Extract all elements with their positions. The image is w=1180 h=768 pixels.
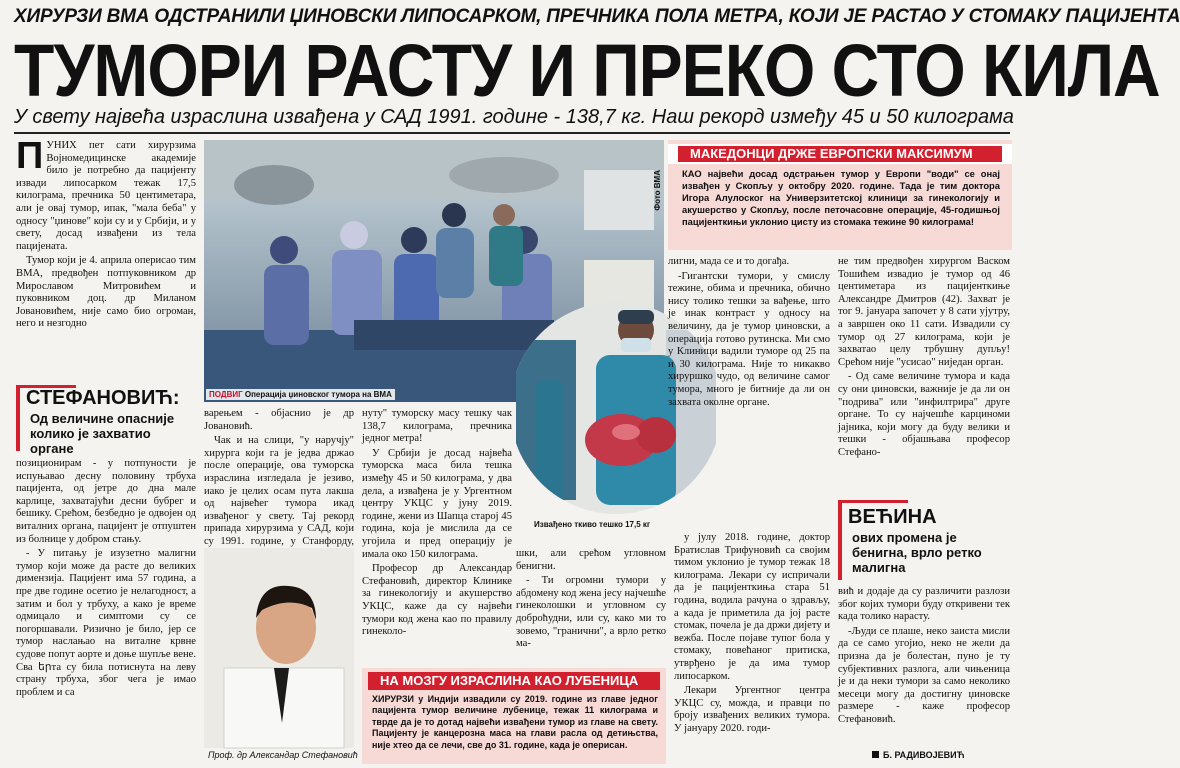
portrait-photo bbox=[204, 548, 354, 748]
pull-quote-vecina bbox=[838, 500, 1010, 580]
column-4 bbox=[668, 256, 830, 528]
author-name: Б. РАДИВОЈЕВИЋ bbox=[883, 750, 965, 760]
paragraph: нуту" туморску масу тешку чак 138,7 килограма, пречника једног метра! bbox=[362, 408, 512, 445]
header-rule bbox=[14, 132, 1010, 134]
paragraph: шки, али срећом угловном бенигни. bbox=[516, 548, 666, 572]
caption-label: ПОДВИГ bbox=[209, 390, 243, 399]
brain-text: ХИРУРЗИ у Индији извадили су 2019. године из главе једног пацијента тумор величине лубенице, тежак 11 килограма и тврде да је то дотад највећи извађени тумор из главе на свету. Пацијенту је канцерозна маса на глави расла од детињства, није хтео да се лечи, све до 31. године, када је оперисан. bbox=[372, 694, 658, 750]
paragraph: -Гигантски тумори, у смислу тежине, обима и пречника, обично нису толико тешки за вађење, што је инак контраст у односу на величину, да је тумор џиновски, а операција готово рутинска. Ми смо у Клиници вадили туморе од 25 па и 30 килограма. Није то никакво хируршко чудо, од величине самог тумора, много је битније да ли он захвата околне органе. bbox=[668, 270, 830, 408]
paragraph: варењем - објаснио је др Јовановић. bbox=[204, 408, 354, 432]
column-2 bbox=[204, 408, 354, 548]
column-4-continued bbox=[516, 548, 666, 666]
paragraph: Професор др Александар Стефановић, директор Клинике за гинекологију и акушерство УКЦС, каже да су највећи тумори код жена као по правилу гинеколо- bbox=[362, 563, 512, 638]
paragraph: Тумор који је 4. априла оперисао тим ВМА, предвођен потпуковником др Мирославом Митровићем и пуковником доц. др Миланом Јовановићем, није само био огроман, него и незгодно bbox=[16, 255, 196, 330]
pull-quote-bar bbox=[838, 500, 842, 580]
column-3 bbox=[362, 408, 512, 666]
column-5 bbox=[674, 532, 830, 762]
paragraph: - Ти огромни тумори у абдомену код жена јесу најчешће гинеколошки и угловном су доброћудни, или су, како ми то зовемо, "гранични", а врло ретко ма- bbox=[516, 575, 666, 650]
square-icon bbox=[872, 751, 879, 758]
pull-quote-line bbox=[838, 500, 908, 503]
pull-quote-name: ВЕЋИНА bbox=[848, 506, 937, 528]
dropcap: П bbox=[16, 135, 44, 177]
macedonia-box bbox=[668, 140, 1012, 250]
paragraph: УНИХ пет сати хирурзима Војномедицинске академије било је потребно да пацијенту извади липосарком тежак 17,5 килограма, пречника 50 центиметара, али је овај тумор, ипак, "мала беба" у односу "џинове" који су и у Србији, и у свету, досад извађени из тела пацијената. bbox=[16, 140, 196, 252]
pull-quote-text: ових промена је бенигна, врло ретко малигна bbox=[852, 530, 982, 575]
pull-quote-stefanovic bbox=[16, 385, 196, 456]
photo-credit: Фото ВМА bbox=[653, 170, 662, 211]
caption-text: Операција џиновског тумора на ВМА bbox=[244, 390, 392, 399]
paragraph: лигни, мада се и то догађа. bbox=[668, 256, 790, 267]
brain-box bbox=[362, 668, 666, 764]
paragraph: -Људи се плаше, некo заиста мисли да се само угојио, неко не жели да призна да је болестан, пуно је ту субјективних разлога, али чињеница је и да неки тумори за само неколико месеци могу да достигну џиновске размере - каже професор Стефановић. bbox=[838, 625, 1010, 725]
pull-quote-bar bbox=[16, 385, 20, 451]
paragraph: не тим предвођен хирургом Васком Тошићем извадио је тумор од 46 центиметара из пацијенткиње Александре Дмитров (42). Захват је тог 9. јануара започет у 8 сати ујутру, а завршен око 11 сати. Извадили су тумор од 27 килограма, који је захватао целу трбушну дупљу! Срећом није "усисао" ниједан орган. bbox=[838, 256, 1010, 368]
paragraph: у јулу 2018. године, доктор Братислав Трифуновић са својим тимом уклонио је тумор тежак 18 килограма. Лекари су испричали да је пацијенткиња стара 51 година, водила рачуна о здрављу, а када је приметила да јој расте стомак, почела је да држи дијету и вежба. После појаве тупог бола у стомаку, повећаног притиска, утврђено је да има тумор липосарком. bbox=[674, 532, 830, 682]
paragraph: - Од саме величине тумора и када су они џиновски, важније је да ли он "подрива" или "инфилтрира" друге органе. То су најчешће карциноми јајника, који могу да буду велики и тешки - објашњава професор Стефано- bbox=[838, 371, 1010, 458]
pull-quote-name: СТЕФАНОВИЋ: bbox=[26, 387, 180, 409]
column-6-continued bbox=[838, 586, 1010, 746]
paragraph: позиционирам - у потпуности је испуњавао десну половину трбуха пацијента, од јетре до дна мале карлице, захватајући десни бубрег и бешику. Срећом, безбедно је одвојен од виталних органа, пацијент је отпуштен из болнице у добром стању. bbox=[16, 458, 196, 545]
paragraph: У Србији је досад највећа туморска маса била тешка између 45 и 50 килограма, у два дела, а извађена је у Ургентном центру УКЦС у јуну 2019. године, жени из Шапца старој 45 година, која је мислила да се угојила и пред операцију је имала око 150 килограма. bbox=[362, 447, 512, 560]
author-signature bbox=[872, 750, 965, 760]
paragraph: Чак и на слици, "у наручју" хирурга који га је једва држао после операције, ова туморска израслина изгледала је језиво, иако је целих осам пута лакша од највећег тумора икад извађеног у свету. Тај рекорд припада хирурзима у САД, који су 1991. године, у Станфорду, bbox=[204, 435, 354, 547]
paragraph: Лекари Ургентног центра УКЦС су, можда, и правци по броју извађених великих тумора. У јануару 2020. годи- bbox=[674, 685, 830, 734]
portrait-image bbox=[204, 548, 354, 748]
macedonia-text: КАО највећи досад одстрањен тумор у Европи "води" се онај извађен у Скопљу у октобру 2020. године. Тада је тим доктора Игора Алулоског на Универзитетској клиници за гинекологију и акушерство у Скопљу, после петочасовне операције, 45-годишњој пацијенткињи уклонио цисту из стомака тежине 90 килограма! bbox=[682, 168, 1000, 227]
column-1 bbox=[16, 135, 196, 380]
photo-caption bbox=[206, 389, 395, 400]
column-1-continued bbox=[16, 458, 196, 762]
paragraph: - У питању је изузетно малигни тумор који може да расте до великих димензија. Пацијент има 57 година, а пре две године осетио је нелагодност, а затим и бол у трбуху, а како је време одмицало и симптоми су се погоршавали. Ризично је било, јер се тумор наслањао на виталне крвне судове попут аорте и доње шупље вене. Сва երта су била потиснута на леву страну трбуха, због чега је имао проблем и са bbox=[16, 548, 196, 698]
subhead: У свету највећа израслина извађена у САД 1991. године - 138,7 кг. Наш рекорд између 45 и 50 килограма bbox=[14, 106, 1014, 128]
paragraph: вић и додаје да су различити разлози због којих тумори буду откривени тек када толико нарасту. bbox=[838, 586, 1010, 623]
macedonia-title: МАКЕДОНЦИ ДРЖЕ ЕВРОПСКИ МАКСИМУМ bbox=[690, 146, 973, 161]
portrait-caption: Проф. др Александар Стефановић bbox=[208, 750, 358, 760]
column-6 bbox=[838, 256, 1010, 494]
headline: ТУМОРИ РАСТУ И ПРЕКО СТО КИЛА bbox=[14, 28, 1160, 112]
pull-quote-text: Од величине опасније колико је захватио органе bbox=[30, 411, 175, 456]
tumor-caption: Извађено ткиво тешко 17,5 кг bbox=[534, 520, 651, 529]
brain-title: НА МОЗГУ ИЗРАСЛИНА КАО ЛУБЕНИЦА bbox=[380, 673, 639, 688]
kicker: ХИРУРЗИ ВМА ОДСТРАНИЛИ ЏИНОВСКИ ЛИПОСАРКОМ, ПРЕЧНИКА ПОЛА МЕТРА, КОЈИ ЈЕ РАСТАО У СТОМАКУ ПАЦИЈЕНТА bbox=[14, 6, 1180, 27]
